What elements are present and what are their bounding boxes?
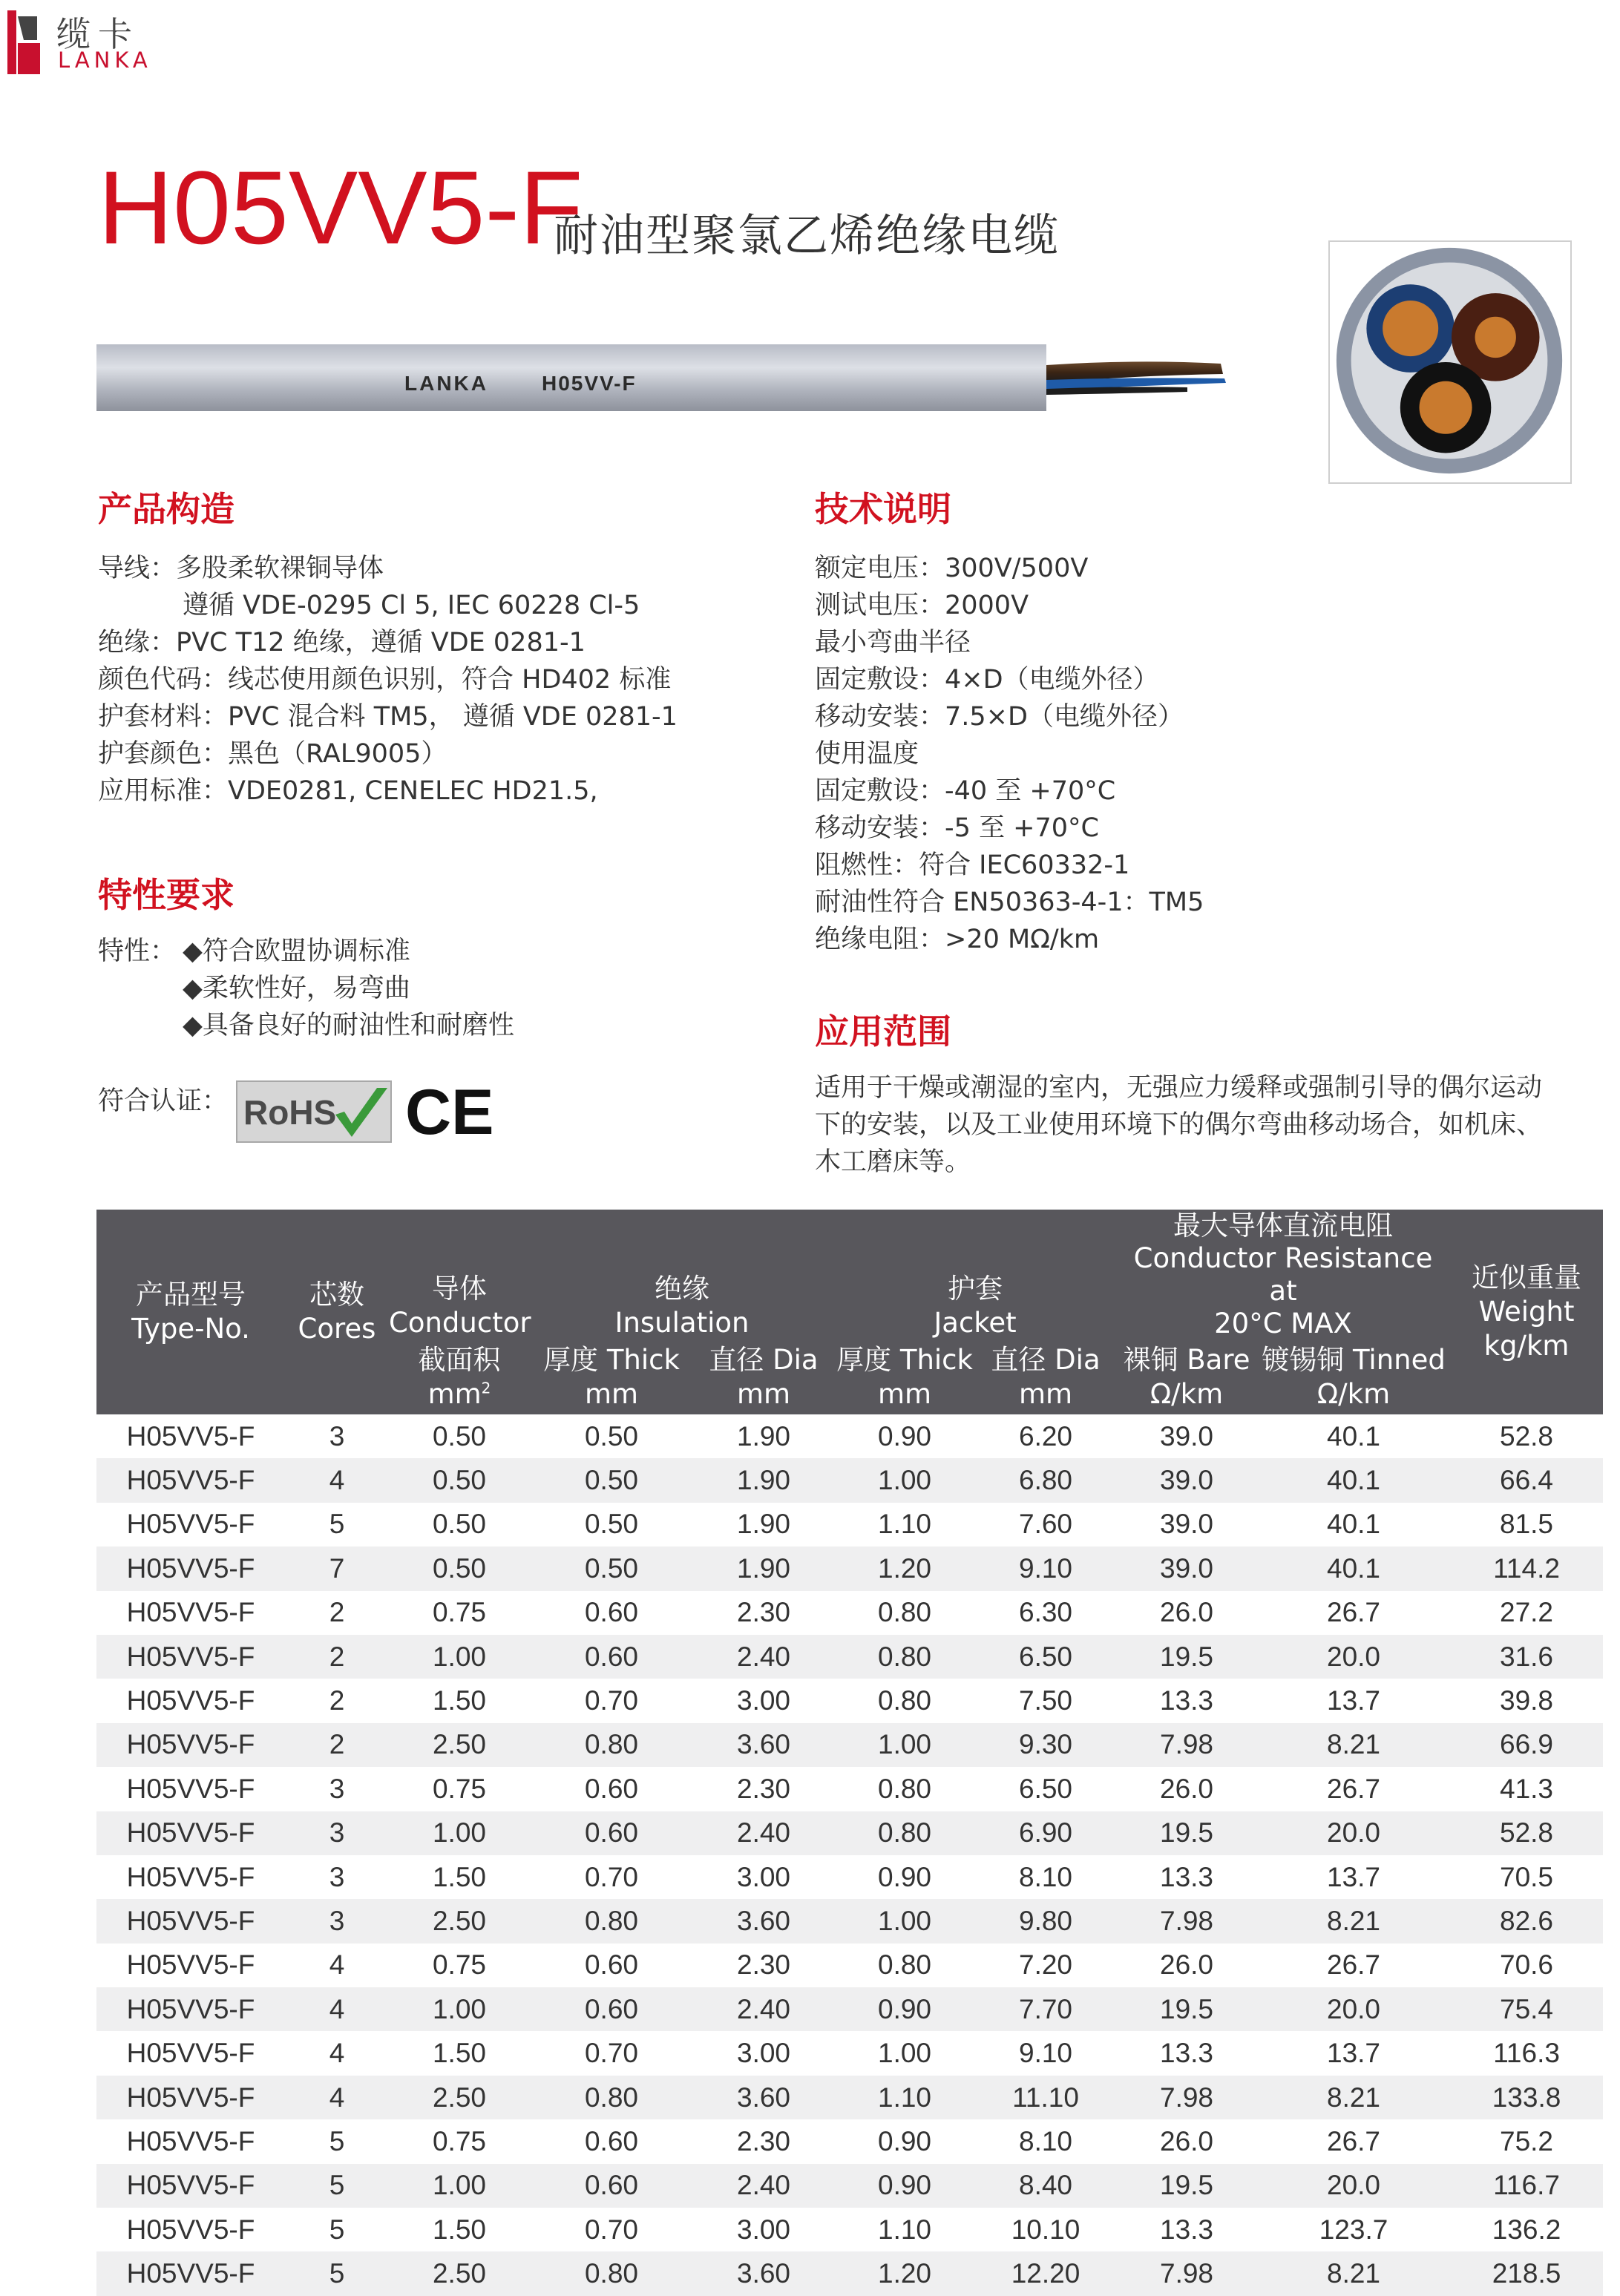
cell-tinned: 40.1 (1257, 1546, 1450, 1590)
header-ins-thick: 厚度 Thick mm (530, 1340, 693, 1414)
cell-bare: 7.98 (1116, 2251, 1257, 2295)
table-row (96, 1899, 1603, 1943)
cell-type: H05VV5-F (126, 1773, 255, 1804)
cell-jac-thick: 1.00 (834, 1723, 975, 1767)
construction-line: 绝缘：PVC T12 绝缘，遵循 VDE 0281-1 (98, 628, 586, 657)
construction-line: 遵循 VDE-0295 Cl 5, IEC 60228 Cl-5 (183, 591, 640, 620)
technical-line: 固定敷设：4×D（电缆外径） (815, 665, 1159, 695)
cable-image (96, 334, 1232, 423)
cell-ins-dia: 1.90 (693, 1546, 834, 1590)
cell-ins-thick: 0.60 (530, 1635, 693, 1679)
cell-weight: 81.5 (1500, 1509, 1554, 1540)
cell-area: 0.75 (432, 1949, 486, 1981)
cell-ins-dia: 2.40 (693, 1811, 834, 1855)
cell-cores: 3 (285, 1811, 389, 1855)
cell-ins-dia: 3.00 (737, 2214, 791, 2245)
cell-area: 0.75 (432, 1773, 486, 1804)
cell-ins-dia: 2.40 (693, 1987, 834, 2031)
technical-line: 耐油性符合 EN50363-4-1：TM5 (815, 888, 1204, 917)
header-insulation: 绝缘 Insulation (530, 1210, 834, 1340)
cell-area: 2.50 (389, 1723, 530, 1767)
header-jacket: 护套 Jacket (834, 1210, 1116, 1340)
cell-tinned: 20.0 (1257, 1987, 1450, 2031)
table-row (96, 1944, 1603, 1987)
cell-bare: 39.0 (1160, 1420, 1214, 1452)
cell-bare: 26.0 (1160, 2125, 1214, 2156)
feature-item: ◆柔软性好，易弯曲 (183, 974, 410, 1003)
cell-jac-thick: 1.10 (834, 2076, 975, 2119)
cell-bare: 39.0 (1116, 1546, 1257, 1590)
cable-print-model: H05VV-F (542, 372, 637, 395)
header-jac-dia: 直径 Dia mm (975, 1340, 1116, 1414)
cell-bare: 7.98 (1116, 1899, 1257, 1943)
feature-item: ◆具备良好的耐油性和耐磨性 (183, 1011, 514, 1040)
cell-bare: 26.0 (1160, 1949, 1214, 1981)
cell-type: H05VV5-F (126, 1685, 255, 1716)
technical-heading: 技术说明 (815, 489, 951, 529)
cell-cores: 2 (285, 1723, 389, 1767)
cell-ins-thick: 0.60 (584, 1773, 638, 1804)
cell-ins-dia: 3.60 (693, 1723, 834, 1767)
table-row (96, 1855, 1603, 1899)
cell-bare: 26.0 (1160, 1597, 1214, 1628)
cell-jac-thick: 0.80 (878, 1949, 932, 1981)
cell-tinned: 20.0 (1257, 1811, 1450, 1855)
cell-tinned: 13.7 (1327, 2038, 1381, 2069)
cell-ins-dia: 1.90 (737, 1509, 791, 1540)
header-type: 产品型号 Type-No. (96, 1210, 285, 1414)
cell-type: H05VV5-F (96, 2164, 285, 2208)
cell-cores: 4 (285, 2076, 389, 2119)
cell-type: H05VV5-F (96, 1811, 285, 1855)
cell-tinned: 13.7 (1327, 1685, 1381, 1716)
cell-jac-dia: 7.70 (975, 1987, 1116, 2031)
cell-ins-thick: 0.70 (584, 2038, 638, 2069)
rohs-text: RoHS (243, 1093, 337, 1132)
cell-type: H05VV5-F (126, 2125, 255, 2156)
cell-area: 1.00 (389, 1987, 530, 2031)
cell-area: 0.75 (432, 2125, 486, 2156)
cell-bare: 13.3 (1160, 1861, 1214, 1892)
cell-area: 1.00 (389, 1811, 530, 1855)
features-label: 特性： (98, 937, 177, 966)
cell-ins-thick: 0.80 (530, 1723, 693, 1767)
cell-type: H05VV5-F (126, 1861, 255, 1892)
cell-tinned: 8.21 (1257, 2251, 1450, 2295)
cell-jac-dia: 10.10 (1011, 2214, 1080, 2245)
technical-line: 移动安装：-5 至 +70°C (815, 813, 1099, 843)
header-bare: 裸铜 Bare Ω/km (1116, 1340, 1257, 1414)
cell-bare: 13.3 (1160, 2214, 1214, 2245)
header-weight: 近似重量 Weight kg/km (1450, 1210, 1603, 1414)
cell-jac-dia: 6.30 (1019, 1597, 1073, 1628)
cell-jac-thick: 1.00 (834, 1458, 975, 1502)
construction-heading: 产品构造 (98, 489, 235, 529)
cell-jac-dia: 6.80 (975, 1458, 1116, 1502)
cell-cores: 3 (329, 1420, 345, 1452)
construction-line: 护套颜色：黑色（RAL9005） (98, 739, 447, 769)
cell-weight: 27.2 (1500, 1597, 1554, 1628)
cell-ins-dia: 3.00 (737, 1685, 791, 1716)
cell-weight: 133.8 (1450, 2076, 1603, 2119)
cell-jac-dia: 7.50 (1019, 1685, 1073, 1716)
cell-weight: 114.2 (1450, 1546, 1603, 1590)
cell-type: H05VV5-F (126, 1420, 255, 1452)
cell-weight: 82.6 (1450, 1899, 1603, 1943)
table-row (96, 2251, 1603, 2295)
cell-jac-thick: 0.90 (878, 1420, 932, 1452)
feature-item: ◆符合欧盟协调标准 (183, 937, 410, 966)
cell-area: 1.00 (389, 1635, 530, 1679)
construction-line: 导线：多股柔软裸铜导体 (98, 554, 384, 583)
technical-line: 使用温度 (815, 739, 919, 769)
table-row (96, 1987, 1603, 2031)
cell-ins-thick: 0.80 (530, 2251, 693, 2295)
cell-area: 1.50 (432, 1861, 486, 1892)
cell-ins-dia: 2.30 (737, 1949, 791, 1981)
cell-cores: 4 (329, 1949, 345, 1981)
application-heading: 应用范围 (815, 1011, 951, 1052)
table-row (96, 1635, 1603, 1679)
cell-type: H05VV5-F (96, 1458, 285, 1502)
cell-ins-dia: 1.90 (737, 1420, 791, 1452)
application-line: 木工磨床等。 (815, 1147, 971, 1177)
technical-line: 阻燃性：符合 IEC60332-1 (815, 850, 1130, 880)
cell-weight: 218.5 (1450, 2251, 1603, 2295)
cell-bare: 13.3 (1160, 2038, 1214, 2069)
cell-weight: 66.9 (1450, 1723, 1603, 1767)
cell-tinned: 20.0 (1257, 1635, 1450, 1679)
table-row (96, 1546, 1603, 1590)
cell-bare: 26.0 (1160, 1773, 1214, 1804)
cell-ins-dia: 3.60 (693, 1899, 834, 1943)
cell-weight: 136.2 (1492, 2214, 1561, 2245)
cell-area: 0.50 (432, 1509, 486, 1540)
cell-jac-dia: 9.30 (975, 1723, 1116, 1767)
cell-tinned: 20.0 (1257, 2164, 1450, 2208)
cell-jac-thick: 0.90 (878, 2125, 932, 2156)
cell-ins-thick: 0.60 (584, 1597, 638, 1628)
construction-line: 应用标准：VDE0281, CENELEC HD21.5, (98, 776, 598, 806)
svg-text:CE: CE (405, 1085, 494, 1141)
construction-line: 护套材料：PVC 混合料 TM5， 遵循 VDE 0281-1 (98, 702, 678, 732)
cell-ins-dia: 3.60 (693, 2076, 834, 2119)
cell-tinned: 13.7 (1327, 1861, 1381, 1892)
cell-area: 1.50 (432, 1685, 486, 1716)
cell-ins-thick: 0.50 (584, 1420, 638, 1452)
cell-cores: 5 (329, 2214, 345, 2245)
table-row (96, 2031, 1603, 2075)
cell-weight: 39.8 (1500, 1685, 1554, 1716)
header-ins-dia: 直径 Dia mm (693, 1340, 834, 1414)
cell-area: 0.75 (432, 1597, 486, 1628)
cell-area: 1.50 (432, 2214, 486, 2245)
cell-cores: 3 (285, 1899, 389, 1943)
checkmark-icon (332, 1085, 390, 1141)
cell-weight: 70.6 (1500, 1949, 1554, 1981)
cell-cores: 4 (285, 1458, 389, 1502)
cell-cores: 2 (329, 1685, 345, 1716)
technical-line: 测试电压：2000V (815, 591, 1029, 620)
product-subtitle: 耐油型聚氯乙烯绝缘电缆 (554, 210, 1060, 262)
cell-type: H05VV5-F (96, 1723, 285, 1767)
table-row (96, 2076, 1603, 2119)
cell-jac-thick: 0.80 (834, 1635, 975, 1679)
cell-jac-dia: 9.80 (975, 1899, 1116, 1943)
table-row (96, 1414, 1603, 1458)
rohs-badge (236, 1080, 392, 1143)
cell-area: 2.50 (389, 1899, 530, 1943)
cell-jac-dia: 7.20 (1019, 1949, 1073, 1981)
cell-type: H05VV5-F (126, 2038, 255, 2069)
cell-bare: 19.5 (1116, 1987, 1257, 2031)
cell-weight: 52.8 (1450, 1811, 1603, 1855)
cell-jac-thick: 1.20 (834, 2251, 975, 2295)
cell-tinned: 26.7 (1327, 1949, 1381, 1981)
cell-ins-dia: 2.30 (737, 1597, 791, 1628)
cert-label: 符合认证： (98, 1086, 229, 1116)
table-row (96, 1767, 1603, 1811)
cell-ins-thick: 0.50 (584, 1509, 638, 1540)
cell-weight: 31.6 (1450, 1635, 1603, 1679)
cell-cores: 5 (285, 2164, 389, 2208)
construction-line: 颜色代码：线芯使用颜色识别，符合 HD402 标准 (98, 665, 672, 695)
cell-ins-thick: 0.60 (530, 1811, 693, 1855)
cell-jac-dia: 7.60 (1019, 1509, 1073, 1540)
cell-jac-thick: 0.90 (878, 1861, 932, 1892)
cell-cores: 5 (329, 1509, 345, 1540)
spec-table (96, 1210, 1603, 2296)
table-row (96, 2208, 1603, 2251)
cell-ins-dia: 3.00 (737, 1861, 791, 1892)
cell-area: 0.50 (432, 1420, 486, 1452)
cell-ins-thick: 0.50 (530, 1458, 693, 1502)
cell-bare: 19.5 (1116, 1811, 1257, 1855)
technical-line: 绝缘电阻：>20 MΩ/km (815, 925, 1100, 954)
cell-type: H05VV5-F (96, 1987, 285, 2031)
cell-weight: 75.2 (1500, 2125, 1554, 2156)
technical-line: 最小弯曲半径 (815, 628, 971, 657)
cell-jac-thick: 0.80 (878, 1773, 932, 1804)
header-cores: 芯数 Cores (285, 1210, 389, 1414)
cell-weight: 75.4 (1450, 1987, 1603, 2031)
cell-weight: 52.8 (1500, 1420, 1554, 1452)
logo-text-en: LANKA (58, 47, 152, 73)
cell-bare: 7.98 (1116, 2076, 1257, 2119)
cell-jac-dia: 6.50 (1019, 1773, 1073, 1804)
cell-type: H05VV5-F (96, 1546, 285, 1590)
application-line: 适用于干燥或潮湿的室内，无强应力缓释或强制引导的偶尔运动 (815, 1073, 1543, 1103)
technical-line: 额定电压：300V/500V (815, 554, 1089, 583)
cell-ins-dia: 2.30 (737, 2125, 791, 2156)
cell-jac-thick: 1.20 (834, 1546, 975, 1590)
cell-ins-dia: 2.30 (737, 1773, 791, 1804)
cell-type: H05VV5-F (96, 2251, 285, 2295)
cell-cores: 2 (329, 1597, 345, 1628)
cell-ins-dia: 2.40 (693, 1635, 834, 1679)
cell-jac-thick: 1.10 (878, 1509, 932, 1540)
table-row (96, 2164, 1603, 2208)
cell-tinned: 123.7 (1319, 2214, 1388, 2245)
table-row (96, 1723, 1603, 1767)
cross-section-image (1328, 240, 1572, 484)
cell-tinned: 8.21 (1257, 2076, 1450, 2119)
cable-print-brand: LANKA (404, 372, 488, 395)
cell-jac-thick: 0.80 (834, 1811, 975, 1855)
cell-ins-thick: 0.60 (530, 1987, 693, 2031)
cell-ins-thick: 0.80 (530, 1899, 693, 1943)
technical-line: 固定敷设：-40 至 +70°C (815, 776, 1116, 806)
cell-tinned: 8.21 (1257, 1899, 1450, 1943)
cell-weight: 116.3 (1493, 2038, 1560, 2069)
ce-mark-icon (405, 1085, 517, 1141)
cell-jac-dia: 12.20 (975, 2251, 1116, 2295)
cell-jac-thick: 1.00 (834, 1899, 975, 1943)
cell-jac-dia: 11.10 (975, 2076, 1116, 2119)
cell-area: 2.50 (389, 2076, 530, 2119)
cell-ins-thick: 0.60 (584, 1949, 638, 1981)
header-jac-thick: 厚度 Thick mm (834, 1340, 975, 1414)
header-area: 截面积 $mm^2$ (389, 1340, 530, 1414)
cell-ins-dia: 3.60 (693, 2251, 834, 2295)
cell-ins-dia: 3.00 (737, 2038, 791, 2069)
table-row (96, 1458, 1603, 1502)
table-row (96, 1811, 1603, 1855)
cell-jac-dia: 6.50 (975, 1635, 1116, 1679)
cell-area: 2.50 (389, 2251, 530, 2295)
cell-type: H05VV5-F (96, 1899, 285, 1943)
cell-area: 0.50 (389, 1546, 530, 1590)
lanka-logo-icon (7, 10, 42, 74)
cell-tinned: 40.1 (1257, 1458, 1450, 1502)
cell-cores: 5 (285, 2251, 389, 2295)
cell-jac-dia: 9.10 (975, 1546, 1116, 1590)
table-row (96, 1591, 1603, 1635)
cell-type: H05VV5-F (126, 1597, 255, 1628)
table-row (96, 2119, 1603, 2163)
cell-bare: 19.5 (1116, 1635, 1257, 1679)
cell-cores: 4 (329, 2038, 345, 2069)
cell-ins-thick: 0.80 (530, 2076, 693, 2119)
logo-text-cn: 缆卡 (56, 14, 140, 54)
cell-ins-thick: 0.70 (584, 1861, 638, 1892)
cell-jac-thick: 0.80 (878, 1597, 932, 1628)
cell-ins-dia: 1.90 (693, 1458, 834, 1502)
cell-tinned: 8.21 (1257, 1723, 1450, 1767)
cell-bare: 39.0 (1116, 1458, 1257, 1502)
header-resistance: 最大导体直流电阻 Conductor Resistance at 20°C MAX (1116, 1210, 1450, 1340)
cell-type: H05VV5-F (96, 1635, 285, 1679)
cell-jac-dia: 6.90 (975, 1811, 1116, 1855)
cell-bare: 39.0 (1160, 1509, 1214, 1540)
cell-jac-dia: 8.10 (1019, 2125, 1073, 2156)
cell-type: H05VV5-F (96, 2076, 285, 2119)
table-row (96, 1503, 1603, 1546)
cell-jac-dia: 6.20 (1019, 1420, 1073, 1452)
cell-ins-thick: 0.60 (584, 2125, 638, 2156)
technical-line: 移动安装：7.5×D（电缆外径） (815, 702, 1184, 732)
cell-ins-thick: 0.60 (530, 2164, 693, 2208)
cell-bare: 7.98 (1116, 1723, 1257, 1767)
cell-jac-thick: 0.90 (834, 2164, 975, 2208)
brand-logo (0, 0, 163, 82)
cell-cores: 2 (285, 1635, 389, 1679)
product-title: H05VV5-F (98, 149, 583, 266)
cell-bare: 19.5 (1116, 2164, 1257, 2208)
cell-weight: 116.7 (1450, 2164, 1603, 2208)
cell-tinned: 26.7 (1327, 1597, 1381, 1628)
cell-cores: 4 (285, 1987, 389, 2031)
cell-cores: 3 (329, 1861, 345, 1892)
table-row (96, 1679, 1603, 1722)
cell-type: H05VV5-F (126, 2214, 255, 2245)
cell-area: 1.00 (389, 2164, 530, 2208)
cell-jac-thick: 1.10 (878, 2214, 932, 2245)
cell-tinned: 26.7 (1327, 2125, 1381, 2156)
cell-tinned: 26.7 (1327, 1773, 1381, 1804)
cell-jac-thick: 1.00 (878, 2038, 932, 2069)
cell-ins-thick: 0.50 (530, 1546, 693, 1590)
cell-bare: 13.3 (1160, 1685, 1214, 1716)
cell-weight: 66.4 (1450, 1458, 1603, 1502)
cell-tinned: 40.1 (1327, 1509, 1381, 1540)
cell-jac-dia: 8.10 (1019, 1861, 1073, 1892)
header-tinned: 镀锡铜 Tinned Ω/km (1257, 1340, 1450, 1414)
cell-weight: 70.5 (1500, 1861, 1554, 1892)
application-line: 下的安装，以及工业使用环境下的偶尔弯曲移动场合，如机床、 (815, 1110, 1543, 1140)
cell-type: H05VV5-F (126, 1509, 255, 1540)
cell-type: H05VV5-F (126, 1949, 255, 1981)
cell-ins-thick: 0.70 (584, 2214, 638, 2245)
cell-area: 0.50 (389, 1458, 530, 1502)
cell-ins-thick: 0.70 (584, 1685, 638, 1716)
cell-weight: 41.3 (1500, 1773, 1554, 1804)
cell-jac-dia: 8.40 (975, 2164, 1116, 2208)
cell-cores: 5 (329, 2125, 345, 2156)
cell-ins-dia: 2.40 (693, 2164, 834, 2208)
header-conductor: 导体 Conductor (389, 1210, 530, 1340)
features-heading: 特性要求 (98, 875, 235, 915)
cell-area: 1.50 (432, 2038, 486, 2069)
cell-jac-thick: 0.80 (878, 1685, 932, 1716)
cell-cores: 3 (329, 1773, 345, 1804)
cell-cores: 7 (285, 1546, 389, 1590)
cell-tinned: 40.1 (1327, 1420, 1381, 1452)
cell-jac-thick: 0.90 (834, 1987, 975, 2031)
cell-jac-dia: 9.10 (1019, 2038, 1073, 2069)
